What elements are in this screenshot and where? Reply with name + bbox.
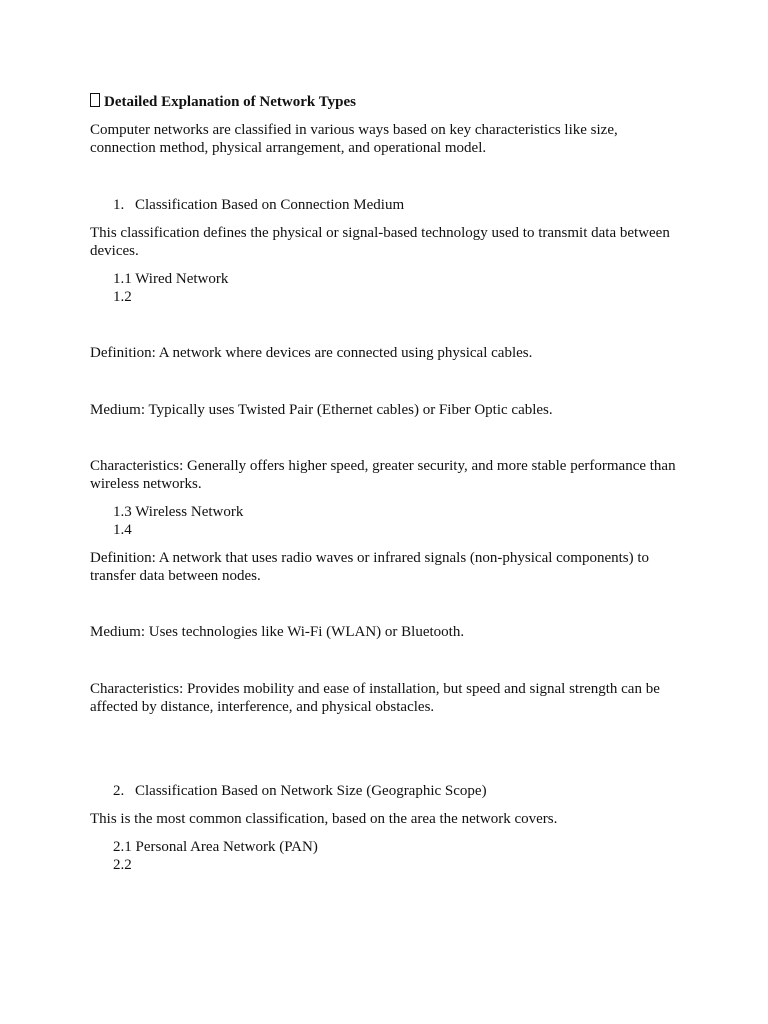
subheading-2-1: 2.1 Personal Area Network (PAN) bbox=[113, 839, 318, 855]
section-1-description: This classification defines the physical or signal-based technology used to transmit data between devices. bbox=[90, 225, 670, 259]
wireless-medium: Medium: Uses technologies like Wi-Fi (WLAN) or Bluetooth. bbox=[90, 624, 465, 640]
document-title: Detailed Explanation of Network Types bbox=[90, 93, 680, 111]
section-2-heading: 2. Classification Based on Network Size (Geographic Scope) bbox=[113, 783, 487, 799]
wireless-characteristics: Characteristics: Provides mobility and ease of installation, but speed and signal strength can be affected by distance, interference, and physical obstacles. bbox=[90, 681, 660, 715]
document-page bbox=[90, 93, 680, 874]
subheading-1-1: 1.1 Wired Network bbox=[113, 271, 229, 287]
section-2-description: This is the most common classification, based on the area the network covers. bbox=[90, 811, 558, 827]
subheading-1-2: 1.2 bbox=[113, 289, 132, 305]
wired-characteristics: Characteristics: Generally offers higher speed, greater security, and more stable performance than wireless networks. bbox=[90, 458, 676, 492]
subheading-2-2: 2.2 bbox=[113, 857, 132, 873]
wired-medium: Medium: Typically uses Twisted Pair (Ethernet cables) or Fiber Optic cables. bbox=[90, 402, 553, 418]
wired-definition: Definition: A network where devices are connected using physical cables. bbox=[90, 345, 533, 361]
intro-paragraph: Computer networks are classified in various ways based on key characteristics like size, connection method, physical arrangement, and operational model. bbox=[90, 122, 618, 156]
section-1-heading: 1. Classification Based on Connection Medium bbox=[113, 197, 405, 213]
subheading-1-3: 1.3 Wireless Network bbox=[113, 504, 244, 520]
subheading-1-4: 1.4 bbox=[113, 522, 132, 538]
wireless-definition: Definition: A network that uses radio waves or infrared signals (non-physical components) to transfer data between nodes. bbox=[90, 550, 650, 584]
missing-glyph-icon bbox=[90, 93, 100, 107]
